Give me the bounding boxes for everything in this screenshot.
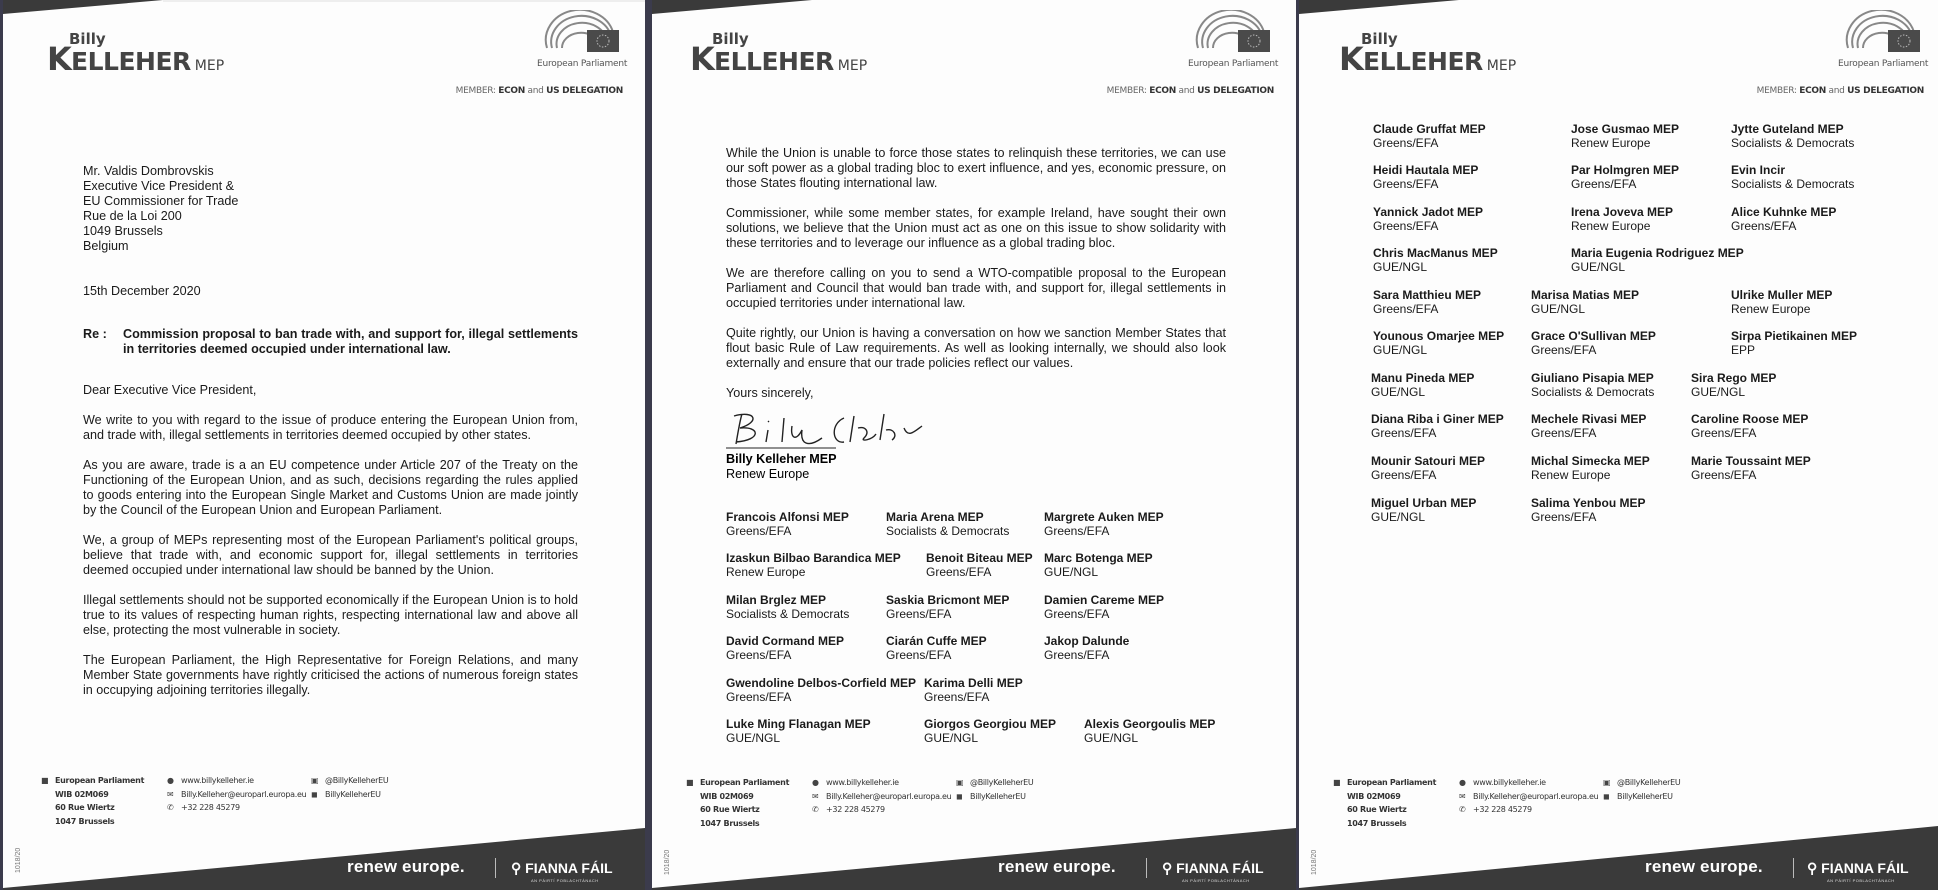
letter-date: 15th December 2020 — [83, 284, 201, 298]
parliament-hemicycle-icon — [1188, 10, 1274, 54]
globe-icon: ● — [812, 778, 819, 787]
fianna-fail-logo — [511, 860, 613, 877]
signatory-group: Renew Europe — [1531, 468, 1611, 482]
signatory-entry — [1731, 205, 1836, 233]
signatory-group: Greens/EFA — [1373, 136, 1439, 150]
brand-first-name: Billy — [1361, 30, 1398, 48]
signatory-name: Jakop Dalunde — [1044, 634, 1130, 648]
reference-code: 1018/20 — [1311, 849, 1318, 875]
twitter-icon: ▣ — [311, 776, 319, 785]
signatory-entry — [1371, 496, 1476, 524]
brand-initial: K — [1339, 40, 1363, 78]
signer-group: Renew Europe — [726, 467, 810, 481]
signatory-group: Greens/EFA — [1044, 524, 1110, 538]
brand-first-name: Billy — [712, 30, 749, 48]
facebook-handle[interactable]: BillyKelleherEU — [1617, 791, 1673, 801]
envelope-icon: ■ — [1333, 778, 1341, 787]
signatory-entry — [1731, 122, 1854, 150]
recipient-street: Rue de la Loi 200 — [83, 209, 182, 223]
signatory-entry — [726, 676, 916, 704]
signatory-group: Greens/EFA — [924, 690, 990, 704]
signatory-name: Damien Careme MEP — [1044, 593, 1165, 607]
recipient-address — [83, 164, 578, 254]
member-econ: ECON — [498, 86, 525, 96]
footer-address-line: European Parliament — [55, 776, 145, 785]
signatory-entry — [726, 510, 849, 538]
brand-suffix: MEP — [194, 58, 225, 74]
signatory-name: Caroline Roose MEP — [1691, 412, 1809, 426]
subject-line — [83, 327, 578, 357]
signatory-entry — [1371, 412, 1504, 440]
signatory-entry — [886, 510, 1009, 538]
subject-label: Re : — [83, 327, 107, 341]
signatory-name: Claude Gruffat MEP — [1373, 122, 1486, 136]
signatory-entry — [1691, 412, 1808, 440]
member-prefix: MEMBER: — [455, 86, 496, 96]
signatory-group: GUE/NGL — [1044, 565, 1099, 579]
signatory-group: GUE/NGL — [1691, 385, 1746, 399]
brand-suffix: MEP — [1486, 58, 1517, 74]
signatory-entry — [886, 593, 1009, 621]
signatory-entry — [1531, 412, 1646, 440]
member-econ: ECON — [1149, 86, 1176, 96]
signatory-entry — [1531, 329, 1656, 357]
signatory-entry — [726, 634, 844, 662]
renew-europe-logo: renew europe. — [347, 857, 465, 876]
party-name: FIANNA FÁIL — [1176, 860, 1264, 876]
signatory-name: Miguel Urban MEP — [1371, 496, 1477, 510]
member-prefix: MEMBER: — [1106, 86, 1147, 96]
twitter-icon: ▣ — [956, 778, 964, 787]
signatory-group: GUE/NGL — [1084, 731, 1139, 745]
signatory-group: Greens/EFA — [1044, 607, 1110, 621]
signatory-group: EPP — [1731, 343, 1756, 357]
letter-footer — [3, 750, 645, 890]
party-subtitle: AN PÁIRTÍ POBLACHTÁNACH — [1182, 878, 1250, 883]
signatory-name: Saskia Bricmont MEP — [886, 593, 1010, 607]
signatory-name: Maria Eugenia Rodriguez MEP — [1571, 246, 1744, 260]
signatory-name: Francois Alfonsi MEP — [726, 510, 849, 524]
signatory-entry — [924, 676, 1023, 704]
signatory-name: Jytte Guteland MEP — [1731, 122, 1844, 136]
signatory-entry — [1571, 122, 1679, 150]
website-link[interactable]: www.billykelleher.ie — [181, 776, 254, 785]
signatory-group: Greens/EFA — [1044, 648, 1110, 662]
signatory-name: Diana Riba i Giner MEP — [1371, 412, 1504, 426]
email-link[interactable]: Billy.Kelleher@europarl.europa.eu — [1473, 791, 1599, 801]
footer-address-line: European Parliament — [700, 778, 790, 787]
envelope-icon: ■ — [41, 776, 49, 785]
footer-address-line: 1047 Brussels — [55, 816, 115, 826]
signatory-group: Greens/EFA — [1691, 468, 1757, 482]
party-name: FIANNA FÁIL — [525, 860, 613, 876]
footer-contact — [167, 774, 306, 815]
signatory-name: Irena Joveva MEP — [1571, 205, 1674, 219]
member-and: and — [1828, 86, 1845, 96]
signatory-group: Greens/EFA — [1371, 468, 1437, 482]
signatory-entry — [1044, 510, 1164, 538]
footer-social — [956, 776, 1033, 803]
signatory-entry — [1373, 288, 1481, 316]
signatory-entry — [1531, 288, 1639, 316]
european-parliament-logo — [1838, 10, 1929, 69]
footer-address-line: 60 Rue Wiertz — [700, 805, 760, 814]
signatory-group: GUE/NGL — [1373, 343, 1428, 357]
signatory-entry — [1731, 288, 1832, 316]
signatory-entry — [1373, 122, 1486, 150]
signatory-name: Sirpa Pietikainen MEP — [1731, 329, 1858, 343]
recipient-city: 1049 Brussels — [83, 224, 163, 238]
phone-number: +32 228 45279 — [1473, 805, 1532, 814]
brand-suffix: MEP — [837, 58, 868, 74]
signatory-name: Karima Delli MEP — [924, 676, 1023, 690]
signatory-entry — [726, 551, 901, 579]
recipient-country: Belgium — [83, 239, 129, 253]
signatory-entry — [1371, 454, 1485, 482]
letter-footer — [1299, 750, 1938, 890]
party-subtitle: AN PÁIRTÍ POBLACHTÁNACH — [531, 878, 599, 883]
signatory-group: Renew Europe — [1731, 302, 1811, 316]
signatory-name: Marie Toussaint MEP — [1691, 454, 1811, 468]
signatory-entry — [1373, 205, 1483, 233]
signatory-name: Sira Rego MEP — [1691, 371, 1777, 385]
european-parliament-logo — [537, 10, 628, 69]
brand-initial: K — [690, 40, 714, 78]
signatory-entry — [1691, 454, 1811, 482]
member-us: US DELEGATION — [1197, 86, 1274, 96]
body-paragraph: We, a group of MEPs representing most of the European Parliament's political groups, believe that trade with, and economic support for, illegal settlements in territories deemed occupied under international law should be banned by the Union. — [83, 533, 578, 577]
signatory-entry — [1373, 163, 1478, 191]
mail-icon: ✉ — [812, 791, 819, 801]
footer-address-line: 1047 Brussels — [1347, 818, 1407, 828]
website-link[interactable]: www.billykelleher.ie — [826, 778, 899, 787]
signatory-group: GUE/NGL — [1371, 385, 1426, 399]
signatory-name: Alice Kuhnke MEP — [1731, 205, 1837, 219]
signatory-name: Chris MacManus MEP — [1373, 246, 1498, 260]
signatory-name: Evin Incir — [1731, 163, 1786, 177]
brand-surname-text: ELLEHER — [71, 47, 191, 76]
recipient-role: EU Commissioner for Trade — [83, 194, 239, 208]
signatory-group: GUE/NGL — [1373, 260, 1428, 274]
footer-contact — [1459, 776, 1598, 817]
subject-text: Commission proposal to ban trade with, and support for, illegal settlements in territories deemed occupied under international law. — [123, 327, 578, 356]
mail-icon: ✉ — [167, 789, 174, 799]
signatory-name: Maria Arena MEP — [886, 510, 984, 524]
signatory-name: Michal Simecka MEP — [1531, 454, 1650, 468]
signatory-group: Socialists & Democrats — [1531, 385, 1655, 399]
member-us: US DELEGATION — [546, 86, 623, 96]
globe-icon: ● — [1459, 778, 1466, 787]
twitter-handle[interactable]: @BillyKelleherEU — [1617, 778, 1681, 787]
renew-europe-logo: renew europe. — [1645, 857, 1763, 876]
facebook-handle[interactable]: BillyKelleherEU — [325, 789, 381, 799]
signatories-list — [726, 510, 1266, 750]
signatory-group: Greens/EFA — [1571, 177, 1637, 191]
signatory-entry — [1691, 371, 1776, 399]
signatory-group: Greens/EFA — [1373, 302, 1439, 316]
ep-logo-caption: European Parliament — [1838, 59, 1929, 69]
signatory-name: Heidi Hautala MEP — [1373, 163, 1479, 177]
signatory-name: Benoit Biteau MEP — [926, 551, 1033, 565]
membership-line — [456, 86, 623, 96]
brand-surname-text: ELLEHER — [714, 47, 834, 76]
signatory-entry — [1531, 496, 1645, 524]
body-paragraph: We write to you with regard to the issue of produce entering the European Union from, and trade with, illegal settlements in territories deemed occupied by other states. — [83, 413, 578, 442]
footer-social — [311, 774, 388, 801]
renew-europe-logo: renew europe. — [998, 857, 1116, 876]
signatory-group: Renew Europe — [1571, 136, 1651, 150]
footer-separator — [1146, 858, 1147, 878]
signatory-entry — [1731, 329, 1857, 357]
phone-icon: ✆ — [1459, 805, 1466, 814]
website-link[interactable]: www.billykelleher.ie — [1473, 778, 1546, 787]
signatory-group: GUE/NGL — [1571, 260, 1626, 274]
reference-code: 1018/20 — [664, 849, 671, 875]
signatory-entry — [726, 717, 871, 745]
signatory-name: Par Holmgren MEP — [1571, 163, 1680, 177]
signatory-group: Socialists & Democrats — [726, 607, 850, 621]
brand-surname — [71, 47, 224, 76]
facebook-handle[interactable]: BillyKelleherEU — [970, 791, 1026, 801]
globe-icon: ● — [167, 776, 174, 785]
twitter-handle[interactable]: @BillyKelleherEU — [970, 778, 1034, 787]
membership-line — [1107, 86, 1274, 96]
signatory-group: Greens/EFA — [726, 690, 792, 704]
footer-address-line: 60 Rue Wiertz — [1347, 805, 1407, 814]
signer-name: Billy Kelleher MEP — [726, 452, 837, 466]
letter-page-3 — [1299, 0, 1938, 890]
signatory-entry — [924, 717, 1056, 745]
letter-body — [83, 164, 578, 713]
footer-contact — [812, 776, 951, 817]
signatory-name: Alexis Georgoulis MEP — [1084, 717, 1216, 731]
body-paragraph: Commissioner, while some member states, for example Ireland, have sought their own solutions, we believe that the Union must act as one on this issue to show solidarity with these territories and to leverage our influence as a global trading bloc. — [726, 206, 1226, 250]
brand-surname — [714, 47, 867, 76]
signatory-name: Milan Brglez MEP — [726, 593, 827, 607]
signatory-group: Greens/EFA — [1371, 426, 1437, 440]
membership-line — [1757, 86, 1924, 96]
signatory-group: Greens/EFA — [1373, 219, 1439, 233]
footer-separator — [495, 858, 496, 878]
phone-number: +32 228 45279 — [181, 803, 240, 812]
signatory-group: Greens/EFA — [886, 607, 952, 621]
body-paragraph: As you are aware, trade is a an EU competence under Article 207 of the Treaty on the Functioning of the European Union, and as such, decisions regarding the rules applied to goods entering into the European Single Market and Customs Union are made jointly by the Council of the European Union and European Parliament. — [83, 458, 578, 517]
footer-address-line: 1047 Brussels — [700, 818, 760, 828]
signatory-entry — [1373, 329, 1504, 357]
parliament-hemicycle-icon — [537, 10, 623, 54]
footer-address-line: European Parliament — [1347, 778, 1437, 787]
member-prefix: MEMBER: — [1756, 86, 1797, 96]
harp-icon: ⚲ — [1807, 860, 1822, 876]
signature-block — [726, 408, 966, 482]
member-econ: ECON — [1799, 86, 1826, 96]
fianna-fail-logo — [1162, 860, 1264, 877]
signatory-name: Manu Pineda MEP — [1371, 371, 1475, 385]
signatory-name: Salima Yenbou MEP — [1531, 496, 1646, 510]
signatory-entry — [886, 634, 987, 662]
signatory-group: Greens/EFA — [726, 648, 792, 662]
email-link[interactable]: Billy.Kelleher@europarl.europa.eu — [826, 791, 952, 801]
body-paragraph: While the Union is unable to force those states to relinquish these territories, we can use our soft power as a global trading bloc to exert influence, and yes, economic pressure, on those States flouting international law. — [726, 146, 1226, 190]
signatory-name: Ulrike Muller MEP — [1731, 288, 1833, 302]
signatories-list — [1373, 122, 1913, 542]
footer-separator — [1793, 858, 1794, 878]
signatory-name: Marisa Matias MEP — [1531, 288, 1640, 302]
mail-icon: ✉ — [1459, 791, 1466, 801]
signatory-group: Greens/EFA — [1531, 426, 1597, 440]
signatory-entry — [1731, 163, 1854, 191]
signatory-group: Greens/EFA — [1531, 510, 1597, 524]
ep-logo-caption: European Parliament — [537, 59, 628, 69]
signatory-name: Mounir Satouri MEP — [1371, 454, 1485, 468]
signatory-entry — [1571, 163, 1679, 191]
party-name: FIANNA FÁIL — [1821, 860, 1909, 876]
footer-address-line: WIB 02M069 — [700, 791, 754, 801]
signatory-name: Luke Ming Flanagan MEP — [726, 717, 871, 731]
signatory-group: Socialists & Democrats — [886, 524, 1010, 538]
member-and: and — [527, 86, 544, 96]
signatory-name: Sara Matthieu MEP — [1373, 288, 1482, 302]
signatory-entry — [1044, 634, 1129, 662]
twitter-icon: ▣ — [1603, 778, 1611, 787]
european-parliament-logo — [1188, 10, 1279, 69]
email-link[interactable]: Billy.Kelleher@europarl.europa.eu — [181, 789, 307, 799]
brand-first-name: Billy — [69, 30, 106, 48]
phone-icon: ✆ — [167, 803, 174, 812]
closing: Yours sincerely, — [726, 386, 814, 400]
brand-surname — [1363, 47, 1516, 76]
signatory-group: Greens/EFA — [926, 565, 992, 579]
facebook-icon: ◼ — [956, 791, 963, 801]
party-subtitle: AN PÁIRTÍ POBLACHTÁNACH — [1827, 878, 1895, 883]
letter-page-1 — [3, 0, 645, 890]
signatory-name: Gwendoline Delbos-Corfield MEP — [726, 676, 917, 690]
signatory-name: Giorgos Georgiou MEP — [924, 717, 1057, 731]
signatory-entry — [1044, 551, 1153, 579]
signatory-name: Margrete Auken MEP — [1044, 510, 1164, 524]
signatory-entry — [1571, 246, 1744, 274]
brand-surname-text: ELLEHER — [1363, 47, 1483, 76]
signatory-group: Greens/EFA — [1691, 426, 1757, 440]
harp-icon: ⚲ — [1162, 860, 1177, 876]
footer-address-line: WIB 02M069 — [1347, 791, 1401, 801]
reference-code: 1018/20 — [15, 847, 22, 873]
signatory-group: Socialists & Democrats — [1731, 177, 1855, 191]
signatory-group: GUE/NGL — [924, 731, 979, 745]
signatory-name: David Cormand MEP — [726, 634, 845, 648]
signatory-name: Jose Gusmao MEP — [1571, 122, 1680, 136]
signatory-name: Ciarán Cuffe MEP — [886, 634, 987, 648]
signatory-name: Giuliano Pisapia MEP — [1531, 371, 1654, 385]
signatory-entry — [926, 551, 1033, 579]
body-paragraph: Quite rightly, our Union is having a conversation on how we sanction Member States that flout basic Rule of Law requirements. As well as looking internally, we should also look externally and ensure that our trade policies reflect our values. — [726, 326, 1226, 370]
member-and: and — [1178, 86, 1195, 96]
letter-page-2 — [652, 0, 1296, 890]
signatory-name: Izaskun Bilbao Barandica MEP — [726, 551, 901, 565]
phone-number: +32 228 45279 — [826, 805, 885, 814]
salutation: Dear Executive Vice President, — [83, 383, 257, 397]
facebook-icon: ◼ — [311, 789, 318, 799]
footer-address — [686, 776, 789, 830]
signatory-group: Greens/EFA — [726, 524, 792, 538]
envelope-icon: ■ — [686, 778, 694, 787]
letter-footer — [652, 750, 1296, 890]
fianna-fail-logo — [1807, 860, 1909, 877]
signatory-name: Grace O'Sullivan MEP — [1531, 329, 1656, 343]
signatory-entry — [1044, 593, 1164, 621]
signatory-group: Greens/EFA — [886, 648, 952, 662]
signatory-entry — [1084, 717, 1215, 745]
footer-address-line: 60 Rue Wiertz — [55, 803, 115, 812]
signatory-entry — [1531, 454, 1650, 482]
signatory-entry — [1373, 246, 1498, 274]
member-us: US DELEGATION — [1847, 86, 1924, 96]
signatory-group: Greens/EFA — [1373, 177, 1439, 191]
signatory-entry — [1531, 371, 1654, 399]
signatory-group: Greens/EFA — [1731, 219, 1797, 233]
handwritten-signature — [726, 408, 966, 452]
signatory-group: Greens/EFA — [1531, 343, 1597, 357]
footer-social — [1603, 776, 1680, 803]
footer-address-line: WIB 02M069 — [55, 789, 109, 799]
signatory-entry — [1371, 371, 1474, 399]
signatory-name: Mechele Rivasi MEP — [1531, 412, 1647, 426]
recipient-title: Executive Vice President & — [83, 179, 234, 193]
phone-icon: ✆ — [812, 805, 819, 814]
signatory-name: Younous Omarjee MEP — [1373, 329, 1505, 343]
body-paragraph: Illegal settlements should not be supported economically if the European Union is to hold true to its values of respecting human rights, respecting international law and above all else, protecting the most vulnerable in society. — [83, 593, 578, 637]
footer-address — [1333, 776, 1436, 830]
facebook-icon: ◼ — [1603, 791, 1610, 801]
signatory-entry — [1571, 205, 1673, 233]
signatory-group: GUE/NGL — [1531, 302, 1586, 316]
parliament-hemicycle-icon — [1838, 10, 1924, 54]
body-paragraph: We are therefore calling on you to send a WTO-compatible proposal to the European Parliament and Council that would ban trade with, and support for, illegal settlements in occupied territories under international law. — [726, 266, 1226, 310]
body-paragraph: The European Parliament, the High Representative for Foreign Relations, and many Member State governments have rightly criticised the actions of numerous foreign states in occupying adjoining territories illegally. — [83, 653, 578, 697]
footer-address — [41, 774, 144, 828]
signatory-name: Marc Botenga MEP — [1044, 551, 1153, 565]
ep-logo-caption: European Parliament — [1188, 59, 1279, 69]
twitter-handle[interactable]: @BillyKelleherEU — [325, 776, 389, 785]
signatory-group: GUE/NGL — [1371, 510, 1426, 524]
letter-body — [726, 146, 1226, 401]
signatory-group: GUE/NGL — [726, 731, 781, 745]
recipient-name: Mr. Valdis Dombrovskis — [83, 164, 214, 178]
signatory-group: Renew Europe — [726, 565, 806, 579]
signatory-name: Yannick Jadot MEP — [1373, 205, 1484, 219]
signatory-group: Socialists & Democrats — [1731, 136, 1855, 150]
harp-icon: ⚲ — [511, 860, 526, 876]
signatory-group: Renew Europe — [1571, 219, 1651, 233]
brand-initial: K — [47, 40, 71, 78]
signatory-entry — [726, 593, 849, 621]
